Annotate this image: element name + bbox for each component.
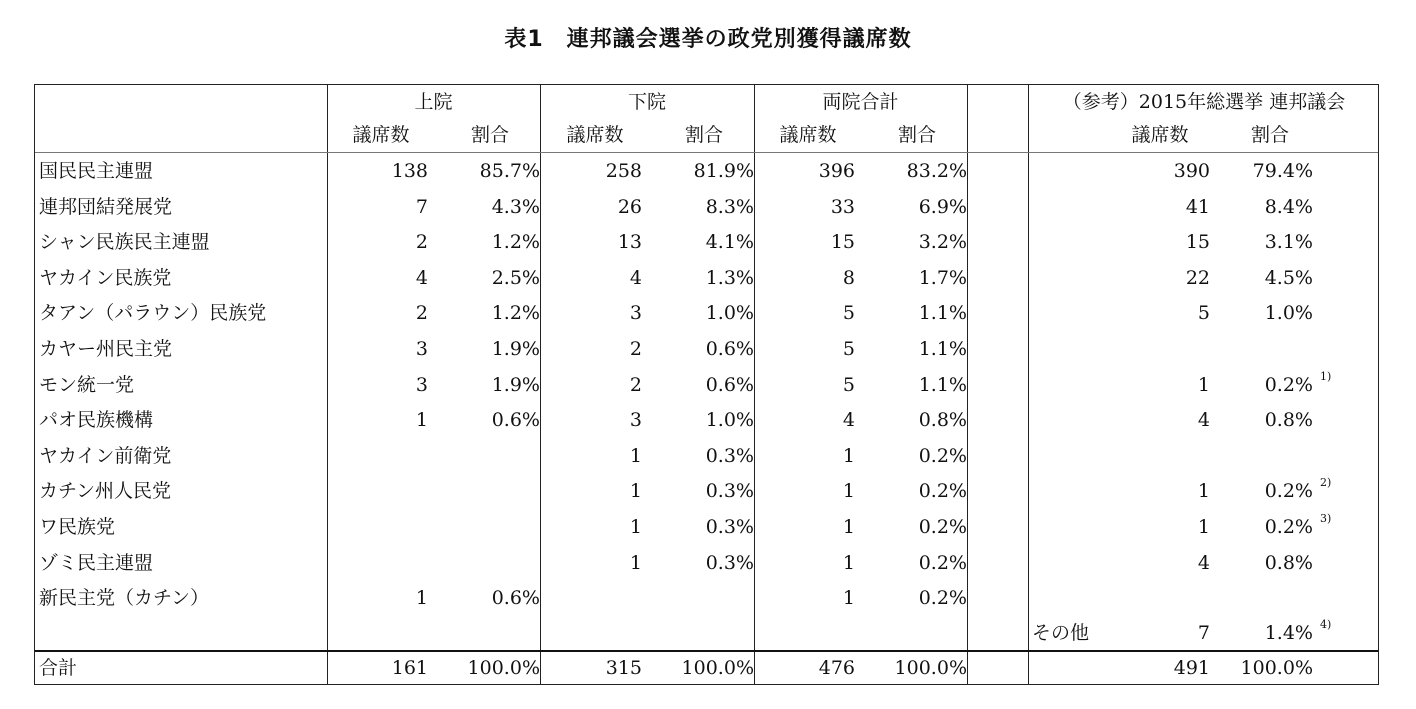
upper-seats: 1: [415, 587, 428, 609]
upper-seats: 4: [415, 267, 428, 289]
upper-ratio: 0.6%: [491, 587, 540, 609]
subheader-seats: 議席数: [352, 124, 410, 146]
lower-seats: 3: [629, 302, 642, 324]
col-divider: [967, 85, 968, 684]
upper-ratio: 1.2%: [491, 302, 540, 324]
party-name: ヤカイン前衛党: [39, 445, 172, 467]
party-name: パオ民族機構: [39, 409, 154, 431]
both-ratio: 0.2%: [918, 552, 967, 574]
both-seats: 5: [842, 374, 855, 396]
both-ratio: 0.2%: [918, 587, 967, 609]
ref-seats: 390: [1173, 160, 1210, 182]
lower-ratio: 1.3%: [705, 267, 754, 289]
both-seats: 1: [842, 552, 855, 574]
ref-ratio: [1215, 581, 1313, 615]
upper-ratio: 1.9%: [491, 338, 540, 360]
upper-seats: 3: [415, 374, 428, 396]
party-name: 新民主党（カチン）: [39, 587, 210, 609]
both-ratio: 0.2%: [918, 445, 967, 467]
lower-ratio: 0.3%: [705, 445, 754, 467]
seat-table: [34, 84, 1379, 685]
header-lower: 下院: [627, 91, 666, 113]
upper-ratio: 2.5%: [491, 267, 540, 289]
both-seats: 1: [842, 445, 855, 467]
upper-ratio: [435, 510, 540, 544]
footnote-marker: 3): [1320, 512, 1332, 525]
upper-ratio: [435, 546, 540, 580]
lower-ratio: 0.3%: [705, 516, 754, 538]
both-ratio: 6.9%: [918, 196, 967, 218]
upper-ratio: 85.7%: [479, 160, 540, 182]
lower-seats: 1: [629, 516, 642, 538]
lower-seats: 2: [629, 374, 642, 396]
total-upper-ratio: 100.0%: [467, 657, 540, 679]
ref-ratio: 1.0%: [1264, 302, 1313, 324]
upper-ratio: [435, 474, 540, 508]
both-ratio: 1.7%: [918, 267, 967, 289]
total-ref-seats: 491: [1173, 657, 1210, 679]
ref-ratio: [1215, 332, 1313, 366]
col-divider: [1028, 85, 1029, 684]
total-both-seats: 476: [818, 657, 855, 679]
footnote-marker: 1): [1320, 370, 1332, 383]
ref-ratio: 8.4%: [1264, 196, 1313, 218]
header-upper: 上院: [414, 91, 453, 113]
upper-seats: 7: [415, 196, 428, 218]
header-both: 両院合計: [822, 91, 899, 113]
lower-seats: 13: [617, 231, 642, 253]
subheader-seats: 議席数: [566, 124, 624, 146]
ref-ratio: 0.2%: [1264, 480, 1313, 502]
both-ratio: 83.2%: [906, 160, 967, 182]
both-ratio: 0.8%: [918, 409, 967, 431]
party-name: ゾミ民主連盟: [39, 552, 154, 574]
upper-ratio: 1.2%: [491, 231, 540, 253]
lower-ratio: 1.0%: [705, 302, 754, 324]
party-name: 連邦団結発展党: [39, 196, 173, 218]
upper-seats: 1: [415, 409, 428, 431]
upper-ratio: [435, 439, 540, 473]
party-name: モン統一党: [39, 374, 135, 396]
ref-seats: 1: [1197, 374, 1210, 396]
lower-seats: [545, 581, 642, 615]
ref-ratio: 79.4%: [1252, 160, 1313, 182]
both-seats: 396: [818, 160, 855, 182]
both-seats: 1: [842, 587, 855, 609]
subheader-seats: 議席数: [1131, 124, 1189, 146]
subheader-ratio: 割合: [470, 124, 509, 146]
ref-seats: [1115, 581, 1210, 615]
both-seats: 5: [842, 302, 855, 324]
both-seats: 8: [842, 267, 855, 289]
subheader-ratio: 割合: [897, 124, 936, 146]
lower-ratio: 0.3%: [705, 480, 754, 502]
party-name: カヤー州民主党: [39, 338, 173, 360]
table-title: 表1 連邦議会選挙の政党別獲得議席数: [504, 27, 912, 52]
both-seats: 15: [830, 231, 855, 253]
col-divider: [327, 85, 328, 684]
lower-seats: 258: [605, 160, 642, 182]
lower-ratio: 0.6%: [705, 374, 754, 396]
ref-seats: 15: [1185, 231, 1210, 253]
both-seats: 33: [830, 196, 855, 218]
party-name: ワ民族党: [39, 516, 116, 538]
col-divider: [540, 85, 541, 684]
ref-seats: 1: [1197, 480, 1210, 502]
lower-seats: 2: [629, 338, 642, 360]
lower-seats: 4: [629, 267, 642, 289]
total-ref-ratio: 100.0%: [1240, 657, 1313, 679]
party-name: シャン民族民主連盟: [39, 231, 210, 253]
both-seats: 4: [842, 409, 855, 431]
header-rule: [35, 152, 1378, 153]
lower-ratio: 8.3%: [705, 196, 754, 218]
total-label: 合計: [39, 657, 78, 679]
footnote-marker: 2): [1320, 476, 1332, 489]
upper-seats: [331, 510, 428, 544]
lower-ratio: 0.3%: [705, 552, 754, 574]
lower-seats: 1: [629, 445, 642, 467]
upper-seats: 2: [415, 302, 428, 324]
ref-ratio: 0.8%: [1264, 409, 1313, 431]
upper-seats: 3: [415, 338, 428, 360]
upper-ratio: 1.9%: [491, 374, 540, 396]
ref-ratio: 0.2%: [1264, 374, 1313, 396]
upper-seats: [331, 439, 428, 473]
party-name: タアン（パラウン）民族党: [39, 302, 267, 324]
ref-ratio: [1215, 439, 1313, 473]
lower-seats: 1: [629, 480, 642, 502]
ref-seats: 5: [1197, 302, 1210, 324]
lower-seats: 3: [629, 409, 642, 431]
lower-seats: 26: [617, 196, 642, 218]
both-ratio: 1.1%: [918, 374, 967, 396]
ref-ratio: 4.5%: [1264, 267, 1313, 289]
subheader-ratio: 割合: [684, 124, 723, 146]
total-upper-seats: 161: [391, 657, 428, 679]
total-lower-ratio: 100.0%: [681, 657, 754, 679]
lower-seats: 1: [629, 552, 642, 574]
col-divider: [754, 85, 755, 684]
other-footnote: 4): [1320, 618, 1332, 631]
ref-seats: 22: [1185, 267, 1210, 289]
both-seats: 1: [842, 480, 855, 502]
both-ratio: 0.2%: [918, 516, 967, 538]
ref-ratio: 0.2%: [1264, 516, 1313, 538]
other-ref-ratio: 1.4%: [1264, 622, 1313, 644]
total-both-ratio: 100.0%: [894, 657, 967, 679]
both-ratio: 3.2%: [918, 231, 967, 253]
party-name: カチン州人民党: [39, 480, 172, 502]
both-seats: 5: [842, 338, 855, 360]
lower-ratio: 4.1%: [705, 231, 754, 253]
both-seats: 1: [842, 516, 855, 538]
ref-seats: [1115, 439, 1210, 473]
lower-ratio: 81.9%: [693, 160, 754, 182]
party-name: ヤカイン民族党: [39, 267, 172, 289]
upper-ratio: 4.3%: [491, 196, 540, 218]
lower-ratio: [649, 581, 754, 615]
other-label: その他: [1032, 622, 1090, 644]
both-ratio: 0.2%: [918, 480, 967, 502]
party-name: 国民民主連盟: [39, 160, 154, 182]
upper-seats: 138: [391, 160, 428, 182]
upper-seats: [331, 546, 428, 580]
ref-seats: 4: [1197, 409, 1210, 431]
both-ratio: 1.1%: [918, 338, 967, 360]
ref-seats: [1115, 332, 1210, 366]
upper-ratio: 0.6%: [491, 409, 540, 431]
ref-ratio: 3.1%: [1264, 231, 1313, 253]
lower-ratio: 0.6%: [705, 338, 754, 360]
subheader-ratio: 割合: [1250, 124, 1289, 146]
ref-seats: 41: [1185, 196, 1210, 218]
ref-ratio: 0.8%: [1264, 552, 1313, 574]
lower-ratio: 1.0%: [705, 409, 754, 431]
both-ratio: 1.1%: [918, 302, 967, 324]
upper-seats: 2: [415, 231, 428, 253]
upper-seats: [331, 474, 428, 508]
ref-seats: 1: [1197, 516, 1210, 538]
total-lower-seats: 315: [605, 657, 642, 679]
header-reference: （参考）2015年総選挙 連邦議会: [1062, 91, 1346, 113]
subheader-seats: 議席数: [779, 124, 837, 146]
ref-seats: 4: [1197, 552, 1210, 574]
other-ref-seats: 7: [1197, 622, 1210, 644]
